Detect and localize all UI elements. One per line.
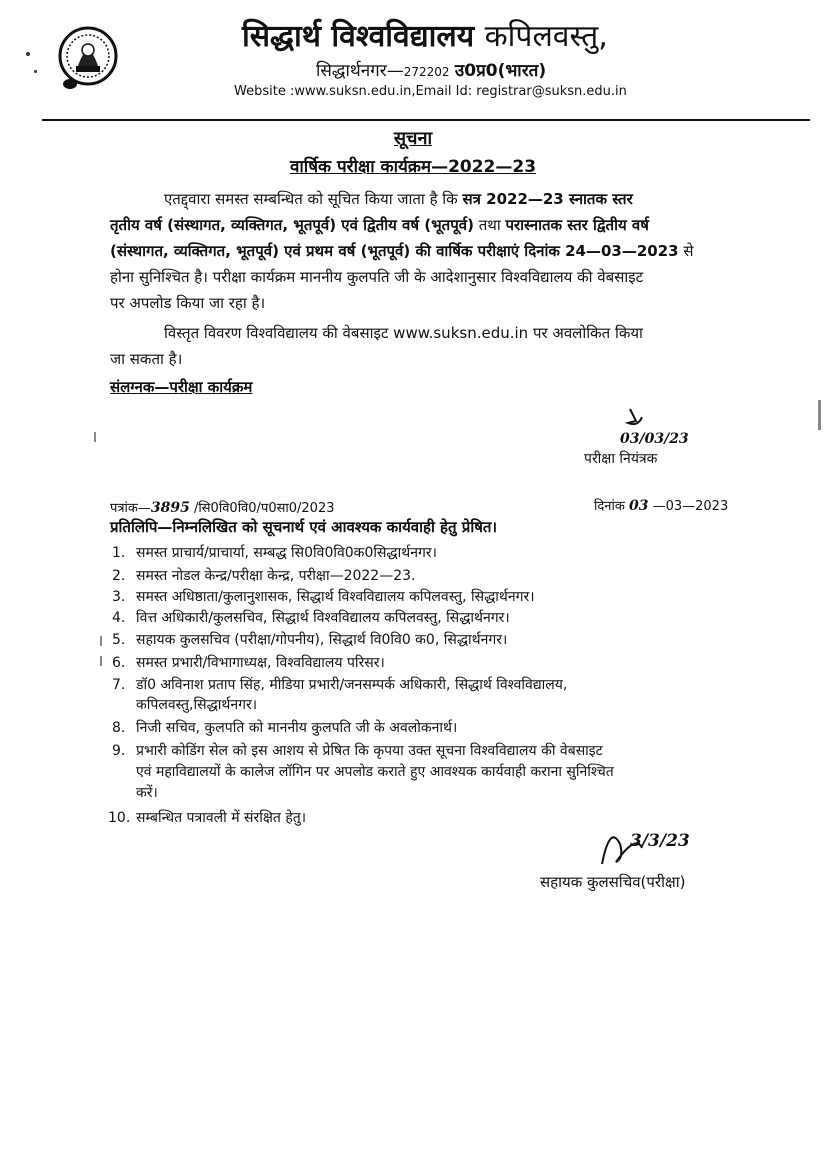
notice-heading: सूचना [393,128,433,149]
list-item-continuation: एवं महाविद्यालयों के कालेज लॉगिन पर अपलोड कराते हुए आवश्यक कार्यवाही कराना सुनिश्चित [136,764,614,780]
list-item: 10. सम्बन्धित पत्रावली में संरक्षित हेतु। [108,810,307,826]
para1-line5: पर अपलोड किया जा रहा है। [110,294,266,312]
para1-line3 [110,238,694,264]
list-item: 1. समस्त प्राचार्य/प्राचार्या, सम्बद्ध सि0वि0वि0क0सिद्धार्थनगर। [112,545,437,561]
controller-sign-date: 03/03/23 [620,431,689,447]
list-item: 5. सहायक कुलसचिव (परीक्षा/गोपनीय), सिद्धार्थ वि0वि0 क0, सिद्धार्थनगर। [112,632,508,648]
website-email-line: Website :www.suksn.edu.in,Email Id: registrar@suksn.edu.in [234,84,627,99]
list-item: 3. समस्त अधिष्ठाता/कुलानुशासक, सिद्धार्थ विश्वविद्यालय कपिलवस्तु, सिद्धार्थनगर। [112,589,535,605]
reference-number [110,498,335,516]
list-item-continuation: करें। [136,785,158,801]
notice-subheading: वार्षिक परीक्षा कार्यक्रम—2022—23 [289,157,537,177]
patrank-rest: /सि0वि0वि0/प0सा0/2023 [189,501,335,516]
list-item: 7. डॉ0 अविनाश प्रताप सिंह, मीडिया प्रभारी/जनसम्पर्क अधिकारी, सिद्धार्थ विश्वविद्यालय, [112,677,568,693]
para1-line1-text: एतद्द्वारा समस्त सम्बन्धित को सूचित किया जाता है कि [164,190,463,208]
para2-line1: विस्तृत विवरण विश्वविद्यालय की वेबसाइट www.suksn.edu.in पर अवलोकित किया [164,324,643,342]
scan-mark [100,636,102,646]
margin-dot [34,70,37,73]
date-label: दिनांक [594,499,629,514]
letter-date [594,496,728,514]
para1-line2 [110,212,649,238]
address-place: सिद्धार्थनगर— [316,61,404,81]
para1-line1 [164,186,633,212]
university-name-bold: सिद्धार्थ विश्वविद्यालय [242,19,475,54]
university-name [242,14,608,55]
para1-line3-bold: (संस्थागत, व्यक्तिगत, भूतपूर्व) एवं प्रथम वर्ष (भूतपूर्व) की वार्षिक परीक्षाएं दिनांक 24—03—2023 [110,242,679,260]
pincode: 272202 [403,65,450,79]
para1-line2-bold2: परास्नातक स्तर द्वितीय वर्ष [505,216,649,234]
scan-mark [94,432,96,442]
list-item: 4. वित्त अधिकारी/कुलसचिव, सिद्धार्थ विश्वविद्यालय कपिलवस्तु, सिद्धार्थनगर। [112,610,510,626]
para1-line1-bold: सत्र 2022—23 स्नातक स्तर [462,190,633,208]
list-item: 2. समस्त नोडल केन्द्र/परीक्षा केन्द्र, परीक्षा—2022—23. [112,568,416,584]
copy-to-heading: प्रतिलिपि—निम्नलिखित को सूचनार्थ एवं आवश्यक कार्यवाही हेतु प्रेषित। [110,518,498,536]
university-address [316,58,546,81]
attachment-label: संलग्नक—परीक्षा कार्यक्रम [110,378,253,396]
assistant-registrar-designation: सहायक कुलसचिव(परीक्षा) [540,873,686,891]
para1-line2-bold: तृतीय वर्ष (संस्थागत, व्यक्तिगत, भूतपूर्व) एवं द्वितीय वर्ष (भूतपूर्व) [110,216,474,234]
para2-line2: जा सकता है। [110,350,183,368]
controller-signature [616,405,706,447]
asst-sign-date: 3/3/23 [630,831,690,851]
scan-mark [100,656,102,666]
scan-mark [818,400,821,430]
assistant-registrar-signature [596,814,696,870]
date-day: 03 [628,498,649,514]
address-state: उ0प्र0(भारत) [454,61,547,81]
list-item-continuation: कपिलवस्तु,सिद्धार्थनगर। [136,697,258,713]
patrank-label: पत्रांक— [110,501,151,516]
list-item: 6. समस्त प्रभारी/विभागाध्यक्ष, विश्वविद्यालय परिसर। [112,655,385,671]
list-item: 8. निजी सचिव, कुलपति को माननीय कुलपति जी के अवलोकनार्थ। [112,720,458,736]
patrank-number: 3895 [150,500,190,516]
para1-line3-text: से [678,242,694,260]
controller-designation: परीक्षा नियंत्रक [584,451,658,467]
university-name-place: कपिलवस्तु, [484,19,608,54]
para1-line4: होना सुनिश्चित है। परीक्षा कार्यक्रम माननीय कुलपति जी के आदेशानुसार विश्वविद्यालय की वेबसाइट [110,268,644,286]
university-logo [56,22,120,92]
margin-dot [26,52,30,56]
list-item: 9. प्रभारी कोडिंग सेल को इस आशय से प्रेषित कि कृपया उक्त सूचना विश्वविद्यालय की वेबसाइट [112,743,603,759]
header-divider [42,119,810,121]
date-rest: —03—2023 [648,499,729,514]
para1-line2-text: तथा [473,216,506,234]
